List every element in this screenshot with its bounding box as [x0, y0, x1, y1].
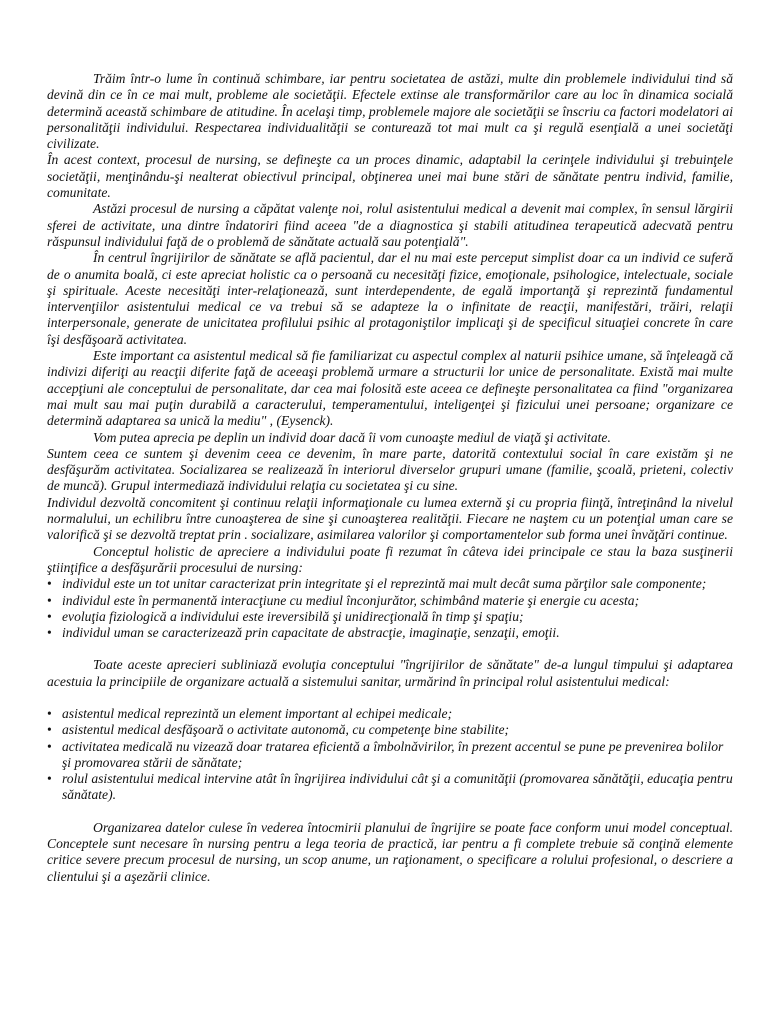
paragraph-context: În acest context, procesul de nursing, se defineşte ca un proces dinamic, adaptabil la cerinţele individului şi trebuinţele societăţii, menţinându-şi nealterat obiectivul principal, obţinerea unei mai bune stări de sănătate pentru individ, familie, comunitate. [47, 152, 733, 201]
bullet-icon: • [47, 576, 52, 592]
bullet-icon: • [47, 705, 52, 721]
paragraph-individual-relations: Individul dezvoltă concomitent şi continuu relaţii informaţionale cu lumea externă şi cu propria fiinţă, întreţinând la nivelul normalului, un echilibru între cunoaşterea de sine şi cunoaşterea realităţii. Fiecare ne naştem cu un potenţial uman care se valorifică şi se dezvoltă treptat prin . socializare, asimilarea valorilor şi comportamentelor sub forma unei învăţări continue. [47, 494, 733, 543]
bullet-icon: • [47, 608, 52, 624]
list-item: • individul uman se caracterizează prin capacitate de abstracţie, imaginaţie, senzaţii, emoţii. [47, 625, 560, 641]
list-item: • individul este în permanentă interacţiune cu mediul înconjurător, schimbând materie şi energie cu acesta; [47, 592, 640, 608]
paragraph-nursing-today: Astăzi procesul de nursing a căpătat valenţe noi, rolul asistentului medical a devenit mai complex, în sensul lărgirii sferei de activitate, una dintre îndatoriri fiind aceea "de a diagnostica şi stabili atitudinea terapeutică adecvată pentru răspunsul individului faţă de o problemă de sănătate actuală sau potenţială". [47, 201, 733, 249]
paragraph-life-environment: Vom putea aprecia pe deplin un individ doar dacă îi vom cunoaşte mediul de viaţă şi activitate. [93, 429, 611, 445]
bullet-icon: • [47, 738, 52, 754]
paragraph-data-organization: Organizarea datelor culese în vederea întocmirii planului de îngrijire se poate face conform unui model conceptual. Conceptele sunt necesare în nursing pentru a lega teoria de practică, iar pentru a fi complete trebuie să conţină elemente critice severe precum procesul de nursing, un scop anume, un raţionament, o specificare a rolului profesional, o descriere a clientului şi a aşezării clinice. [47, 819, 733, 884]
bullet-icon: • [47, 771, 52, 787]
document-page [47, 71, 733, 885]
spacer [47, 690, 733, 706]
bullet-list-holistic [47, 576, 733, 641]
list-item: • activitatea medicală nu vizează doar tratarea eficientă a îmbolnăvirilor, în prezent accentul se pune pe prevenirea bolilor şi promovarea stării de sănătate; [47, 738, 724, 770]
paragraph-patient-center: În centrul îngrijirilor de sănătate se află pacientul, dar el nu mai este perceput simplist doar ca un individ ce suferă de o anumita boală, ci este apreciat holistic ca o persoană cu necesităţi fizice, emoţionale, psihologice, intelectuale, sociale şi spirituale. Aceste necesităţi inter-relaţionează, sunt interdependente, de egală importanţă şi reprezintă fundamentul intervenţiilor asistentului medical ce va trebui să se adapteze la o infinitate de reacţii, manifestări, trăiri, relaţii interpersonale, generate de unicitatea profilului psihic al protagoniştilor implicaţi şi de specificul situaţiei concrete în care îşi desfăşoară activitatea. [47, 250, 733, 347]
bullet-icon: • [47, 625, 52, 641]
paragraph-holistic-concept: Conceptul holistic de apreciere a individului poate fi rezumat în câteva idei principale ce stau la baza susţinerii ştiinţifice a desfăşurării procesului de nursing: [47, 543, 733, 575]
list-item: • rolul asistentului medical intervine atât în îngrijirea individului cât şi a comunităţii (promovarea sănătăţii, educaţia pentru sănătate). [47, 771, 733, 803]
list-item: • asistentul medical reprezintă un element important al echipei medicale; [47, 705, 453, 721]
bullet-icon: • [47, 722, 52, 738]
list-item: • evoluţia fiziologică a individului este ireversibilă şi unidirecţională în timp şi spaţiu; [47, 608, 524, 624]
paragraph-social-context: Suntem ceea ce suntem şi devenim ceea ce devenim, în mare parte, datorită contextului social în care existăm şi ne desfăşurăm activitatea. Socializarea se realizează în interiorul diverselor grupuri umane (familie, şcoală, prieteni, colectiv de muncă). Grupul intermediază individului relaţia cu societatea şi cu sine. [47, 445, 733, 494]
paragraph-intro: Trăim într-o lume în continuă schimbare, iar pentru societatea de astăzi, multe din problemele individului tind să devină din ce în ce mai mult, probleme ale societăţii. Efectele extinse ale transformărilor care au loc în dinamica socială determină această schimbare de atitudine. În acelaşi timp, problemele majore ale societăţii se înscriu ca factori modelatori ai personalităţii individului. Respectarea individualităţii se conturează tot mai mult ca şi regulă esenţială a unei societăţi civilizate. [47, 71, 733, 152]
bullet-list-role [47, 706, 733, 804]
paragraph-personality: Este important ca asistentul medical să fie familiarizat cu aspectul complex al naturii psihice umane, să înţeleagă că indivizi diferiţi au reacţii diferite faţă de aceeaşi problemă urmare a structurii lor unice de personalitate. Există mai multe accepţiuni ale conceptului de personalitate, dar cea mai folosită este aceea ce defineşte personalitatea ca fiind "organizarea mai mult sau mai puţin durabilă a caracterului, temperamentului, inteligenţei şi fizicului unei persoane; organizare ce determină adaptarea sa unică la mediu" , (Eysenck). [47, 348, 733, 429]
paragraph-evolution: Toate aceste aprecieri subliniază evoluţia conceptului "îngrijirilor de sănătate" de-a lungul timpului şi adaptarea acestuia la principiile de organizare actuală a sistemului sanitar, urmărind în principal rolul asistentului medical: [47, 657, 733, 689]
list-item: • asistentul medical desfăşoară o activitate autonomă, cu competenţe bine stabilite; [47, 722, 510, 738]
spacer [47, 804, 733, 820]
list-item: • individul este un tot unitar caracterizat prin integritate şi el reprezintă mai mult decât suma părţilor sale componente; [47, 576, 707, 592]
spacer [47, 641, 733, 657]
bullet-icon: • [47, 592, 52, 608]
